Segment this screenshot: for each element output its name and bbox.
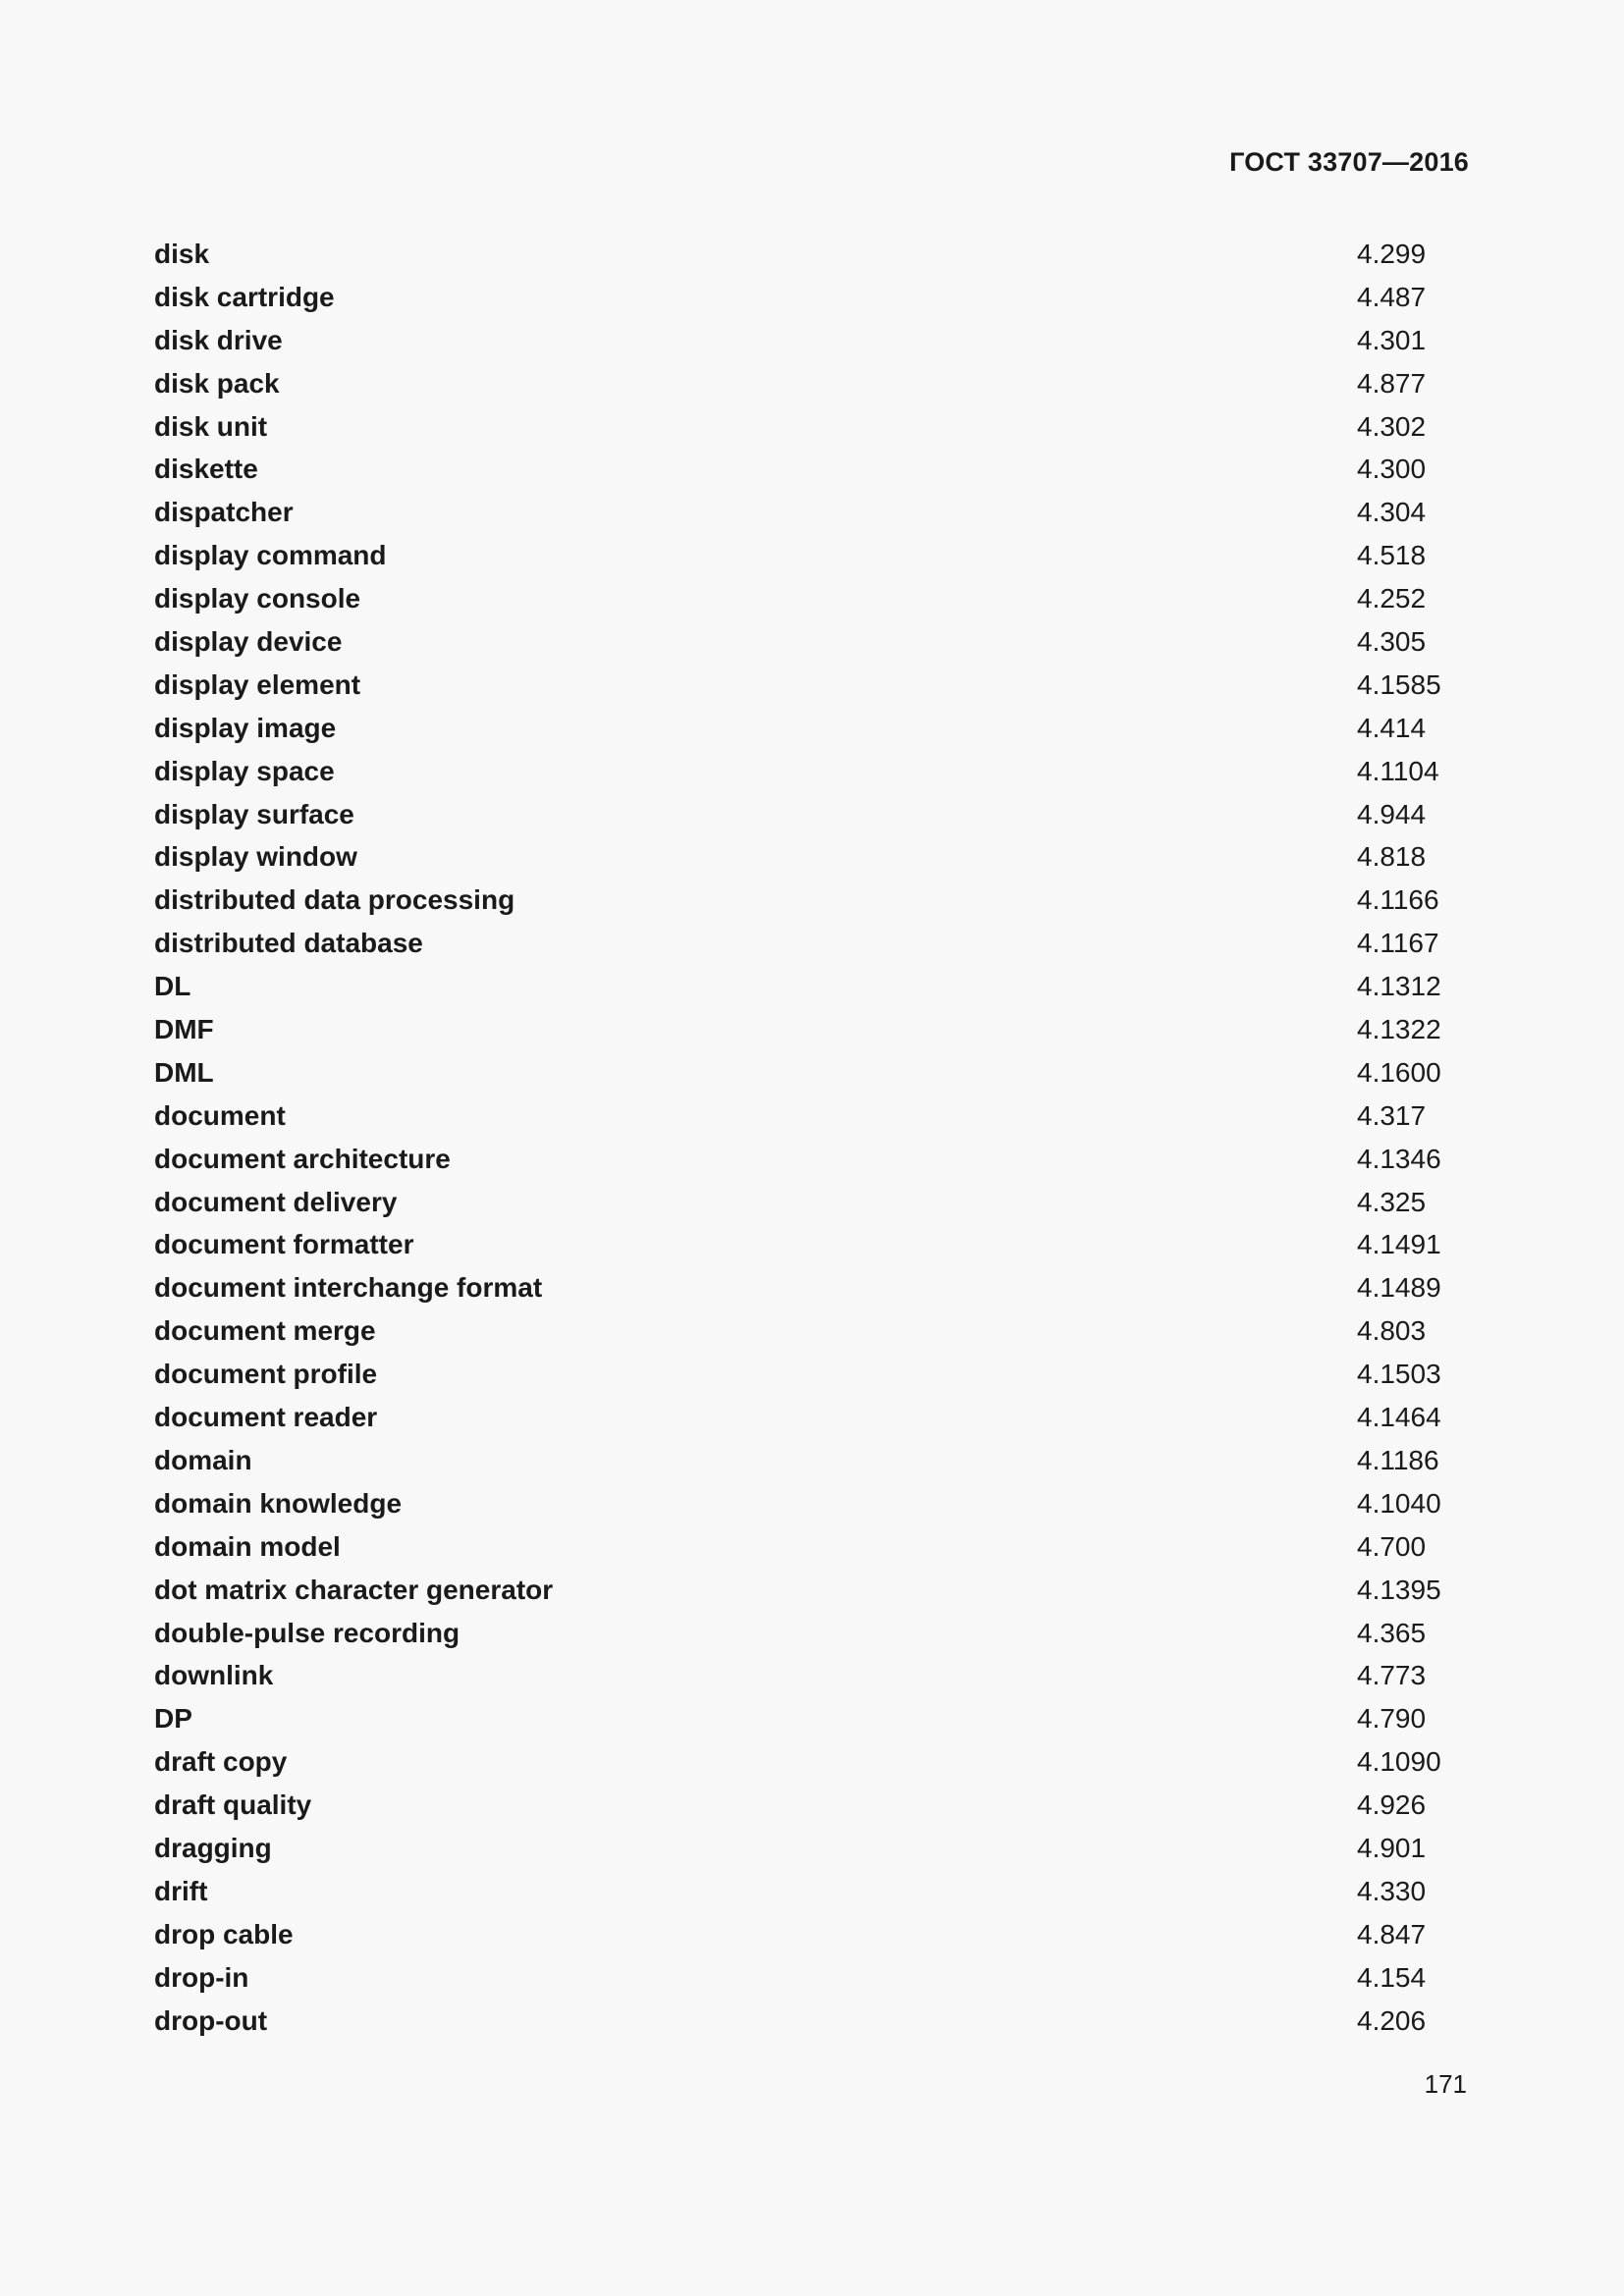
index-ref: 4.926	[1357, 1789, 1427, 1821]
index-row	[154, 710, 1470, 753]
index-term: display device	[154, 626, 343, 658]
index-row	[154, 1442, 1470, 1485]
index-row	[154, 1141, 1470, 1184]
index-term: document merge	[154, 1315, 376, 1347]
index-ref: 4.700	[1357, 1530, 1427, 1562]
index-term: disk drive	[154, 324, 283, 355]
index-ref: 4.790	[1357, 1703, 1427, 1735]
index-term: dragging	[154, 1832, 272, 1863]
index-row	[154, 365, 1470, 408]
index-row	[154, 623, 1470, 667]
index-row	[154, 1787, 1470, 1830]
index-row	[154, 408, 1470, 452]
index-ref: 4.414	[1357, 712, 1427, 743]
index-ref: 4.1503	[1357, 1359, 1441, 1390]
index-ref: 4.847	[1357, 1918, 1427, 1949]
index-term: distributed database	[154, 928, 423, 959]
index-ref: 4.518	[1357, 540, 1427, 571]
index-row	[154, 580, 1470, 623]
index-term: drop cable	[154, 1918, 294, 1949]
index-term: display element	[154, 668, 361, 700]
index-term: disk	[154, 239, 210, 269]
index-term: distributed data processing	[154, 884, 515, 916]
index-ref: 4.1491	[1357, 1229, 1441, 1260]
index-term: DMF	[154, 1014, 214, 1045]
index-term: drop-out	[154, 2004, 268, 2036]
page-number: 171	[1424, 2069, 1467, 2099]
index-term: draft quality	[154, 1789, 312, 1821]
index-ref: 4.304	[1357, 497, 1427, 528]
index-row	[154, 838, 1470, 881]
index-term: downlink	[154, 1660, 274, 1691]
index-term: domain model	[154, 1530, 341, 1562]
index-ref: 4.302	[1357, 410, 1427, 442]
index-term: display image	[154, 712, 337, 743]
index-term: DL	[154, 971, 191, 1002]
index-ref: 4.1104	[1357, 755, 1439, 786]
index-ref: 4.1167	[1357, 928, 1439, 959]
index-row	[154, 1873, 1470, 1916]
index-ref: 4.1395	[1357, 1574, 1441, 1605]
index-term: display space	[154, 755, 335, 786]
index-row	[154, 1830, 1470, 1873]
index-term: display command	[154, 540, 387, 571]
index-ref: 4.1489	[1357, 1272, 1441, 1304]
index-ref: 4.1090	[1357, 1746, 1441, 1778]
index-term: diskette	[154, 454, 258, 485]
index-term: domain	[154, 1444, 252, 1475]
index-term: DML	[154, 1056, 214, 1088]
index-term: domain knowledge	[154, 1487, 403, 1519]
index-term: document profile	[154, 1359, 378, 1390]
index-row	[154, 1054, 1470, 1097]
index-term: disk cartridge	[154, 281, 335, 312]
index-term: drop-in	[154, 1961, 249, 1993]
index-row	[154, 753, 1470, 796]
index-ref: 4.1040	[1357, 1487, 1441, 1519]
document-header: ГОСТ 33707—2016	[1229, 147, 1469, 177]
index-ref: 4.252	[1357, 583, 1427, 614]
index-row	[154, 1226, 1470, 1269]
index-row	[154, 451, 1470, 494]
index-term: DP	[154, 1703, 192, 1735]
index-row	[154, 279, 1470, 322]
index-term: document delivery	[154, 1186, 398, 1217]
index-ref: 4.1346	[1357, 1143, 1441, 1174]
index-term: display surface	[154, 798, 354, 829]
index-ref: 4.1464	[1357, 1402, 1441, 1433]
index-term: display console	[154, 583, 361, 614]
index-term: double-pulse recording	[154, 1617, 460, 1648]
index-ref: 4.301	[1357, 324, 1427, 355]
index-term: drift	[154, 1875, 208, 1906]
index-ref: 4.154	[1357, 1961, 1427, 1993]
index-ref: 4.487	[1357, 281, 1427, 312]
index-row	[154, 494, 1470, 537]
index-row	[154, 1572, 1470, 1615]
index-row	[154, 1615, 1470, 1658]
index-ref: 4.1322	[1357, 1014, 1441, 1045]
index-row	[154, 925, 1470, 968]
index-ref: 4.1166	[1357, 884, 1439, 916]
index-ref: 4.818	[1357, 841, 1427, 873]
index-ref: 4.1186	[1357, 1444, 1439, 1475]
index-ref: 4.944	[1357, 798, 1427, 829]
index-row	[154, 881, 1470, 925]
index-ref: 4.1312	[1357, 971, 1441, 1002]
index-row	[154, 1743, 1470, 1787]
index-row	[154, 1356, 1470, 1399]
index-row	[154, 1959, 1470, 2002]
index-row	[154, 968, 1470, 1011]
index-ref: 4.1585	[1357, 668, 1441, 700]
index-row	[154, 1184, 1470, 1227]
index-row	[154, 1916, 1470, 1959]
index-row	[154, 1528, 1470, 1572]
index-row	[154, 1399, 1470, 1442]
term-index-list	[154, 236, 1470, 2045]
index-ref: 4.803	[1357, 1315, 1427, 1347]
index-term: dot matrix character generator	[154, 1574, 554, 1605]
index-term: document	[154, 1099, 286, 1131]
index-ref: 4.365	[1357, 1617, 1427, 1648]
index-ref: 4.1600	[1357, 1056, 1441, 1088]
index-ref: 4.773	[1357, 1660, 1427, 1691]
index-row	[154, 1097, 1470, 1141]
index-term: document formatter	[154, 1229, 414, 1260]
index-row	[154, 1312, 1470, 1356]
index-ref: 4.317	[1357, 1099, 1427, 1131]
index-term: document interchange format	[154, 1272, 543, 1304]
index-term: dispatcher	[154, 497, 294, 528]
index-term: document architecture	[154, 1143, 451, 1174]
index-row	[154, 1011, 1470, 1054]
index-ref: 4.325	[1357, 1186, 1427, 1217]
index-term: display window	[154, 841, 357, 873]
index-row	[154, 2002, 1470, 2046]
index-row	[154, 236, 1470, 279]
index-ref: 4.299	[1357, 239, 1427, 269]
index-term: document reader	[154, 1402, 378, 1433]
index-row	[154, 537, 1470, 580]
index-row	[154, 322, 1470, 365]
index-row	[154, 667, 1470, 710]
index-ref: 4.877	[1357, 367, 1427, 399]
index-ref: 4.901	[1357, 1832, 1427, 1863]
index-term: disk unit	[154, 410, 268, 442]
index-row	[154, 1485, 1470, 1528]
index-row	[154, 796, 1470, 839]
index-row	[154, 1700, 1470, 1743]
index-term: disk pack	[154, 367, 280, 399]
index-ref: 4.330	[1357, 1875, 1427, 1906]
index-term: draft copy	[154, 1746, 288, 1778]
index-row	[154, 1657, 1470, 1700]
index-ref: 4.300	[1357, 454, 1427, 485]
index-ref: 4.206	[1357, 2004, 1427, 2036]
index-ref: 4.305	[1357, 626, 1427, 658]
index-row	[154, 1269, 1470, 1312]
